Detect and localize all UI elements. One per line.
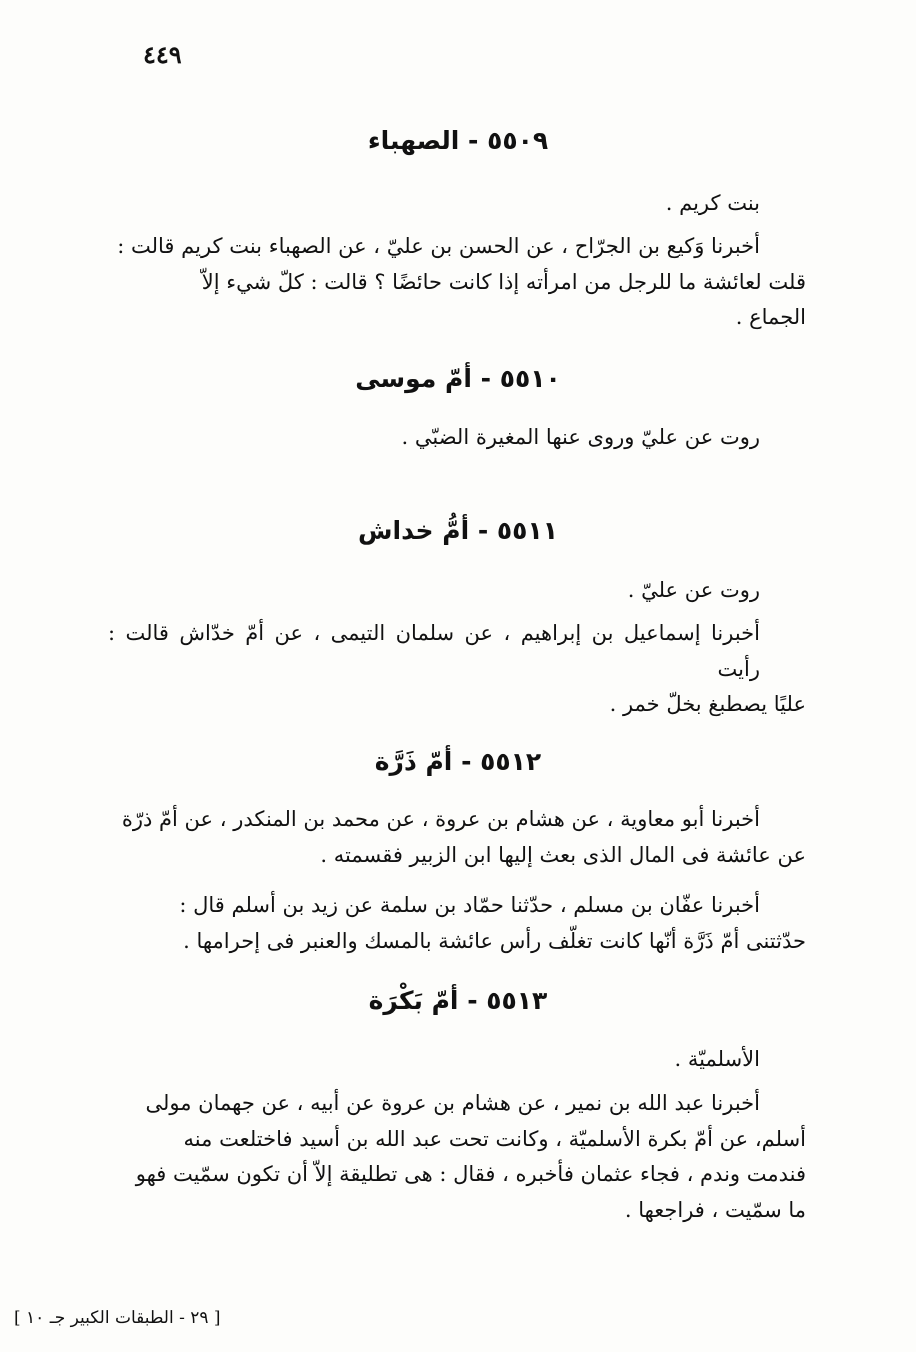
entry-paragraph: [108, 616, 806, 723]
text-line: بنت كريم .: [665, 191, 760, 215]
text-line: حدّثتنى أمّ ذَرَّة أنّها كانت تغلّف رأس عائشة بالمسك والعنبر فى إحرامها .: [183, 928, 806, 953]
text-line: قلت لعائشة ما للرجل من امرأته إذا كانت حائضًا ؟ قالت : كلّ شيء إلاّ: [201, 269, 806, 294]
entry-heading: ٥٥١٠ - أمّ موسى: [355, 364, 561, 393]
text-line: أخبرنا وَكيع بن الجرّاح ، عن الحسن بن عليّ ، عن الصهباء بنت كريم قالت :: [117, 234, 760, 258]
entry-heading: ٥٥٠٩ - الصهباء: [367, 126, 549, 155]
page-footer: [ ٢٩ - الطبقات الكبير جـ ١٠ ]: [14, 1308, 221, 1328]
text-line: الجماع .: [735, 305, 806, 329]
entry-paragraph: [108, 420, 806, 456]
entry-paragraph: [108, 1086, 806, 1228]
text-line: ما سمّيت ، فراجعها .: [624, 1197, 806, 1222]
text-line: عليًا يصطبغ بخلّ خمر .: [609, 692, 806, 716]
entry-paragraph: [108, 888, 806, 959]
text-line: أخبرنا عفّان بن مسلم ، حدّثنا حمّاد بن سلمة عن زيد بن أسلم قال :: [179, 893, 760, 917]
entry-heading: ٥٥١٢ - أمّ ذَرَّة: [374, 747, 542, 776]
entry-paragraph: [108, 186, 806, 222]
text-line: روت عن عليّ وروى عنها المغيرة الضبّي .: [401, 425, 760, 449]
text-line: أخبرنا عبد الله بن نمير ، عن هشام بن عروة عن أبيه ، عن جهمان مولى: [145, 1091, 760, 1115]
entry-paragraph: [108, 802, 806, 873]
entry-paragraph: [108, 229, 806, 336]
page-number: ٤٤٩: [143, 40, 182, 69]
text-line: الأسلميّة .: [674, 1047, 760, 1071]
text-line: عن عائشة فى المال الذى بعث إليها ابن الزبير فقسمته .: [320, 842, 806, 867]
text-line: أخبرنا أبو معاوية ، عن هشام بن عروة ، عن محمد بن المنكدر ، عن أمّ ذرّة: [121, 807, 760, 831]
entry-heading: ٥٥١١ - أمُّ خداش: [358, 516, 558, 545]
entry-paragraph: [108, 573, 806, 609]
text-line: أسلم، عن أمّ بكرة الأسلميّة ، وكانت تحت عبد الله بن أسيد فاختلعت منه: [183, 1126, 806, 1151]
entry-paragraph: [108, 1042, 806, 1078]
entry-heading: ٥٥١٣ - أمّ بَكْرَة: [368, 986, 548, 1015]
text-line: فندمت وندم ، فجاء عثمان فأخبره ، فقال : هى تطليقة إلاّ أن تكون سمّيت فهو: [135, 1162, 806, 1186]
text-line: روت عن عليّ .: [627, 578, 760, 602]
text-line: أخبرنا إسماعيل بن إبراهيم ، عن سلمان التيمى ، عن أمّ خدّاش قالت : رأيت: [108, 621, 760, 681]
